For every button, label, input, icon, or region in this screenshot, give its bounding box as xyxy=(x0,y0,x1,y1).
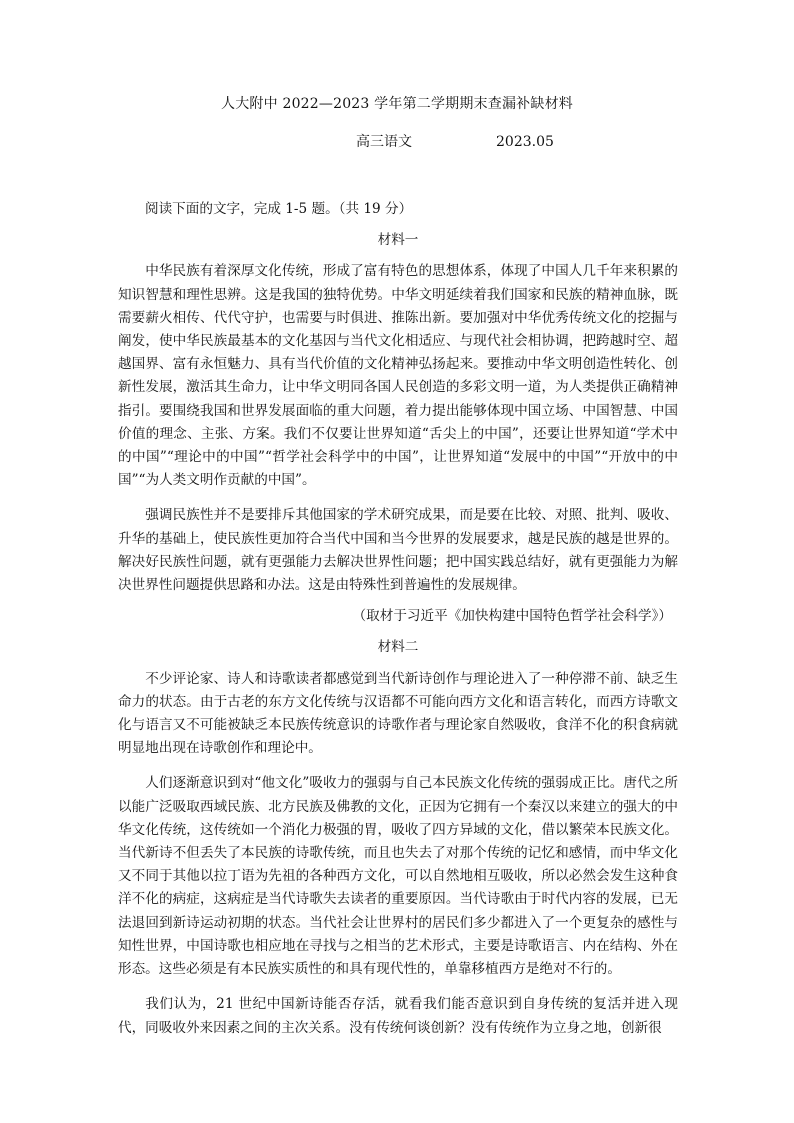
material2-paragraph-1: 不少评论家、诗人和诗歌读者都感觉到当代新诗创作与理论进入了一种停滞不前、缺乏生命力的状态。由于古老的东方文化传统与汉语都不可能向西方文化和语言转化，而西方诗歌文化与语言又不可能被缺乏本民族传统意识的诗歌作者与理论家自然吸收，食洋不化的积食病就明显地出现在诗歌创作和理论中。 xyxy=(118,670,678,757)
reading-instruction: 阅读下面的文字，完成 1-5 题。（共 19 分） xyxy=(145,201,413,217)
document-date: 2023.05 xyxy=(496,134,554,150)
material2-paragraph-2: 人们逐渐意识到对“他文化”吸收力的强弱与自己本民族文化传统的强弱成正比。唐代之所以能广泛吸取西域民族、北方民族及佛教的文化，正因为它拥有一个秦汉以来建立的强大的中华文化传统，这传统如一个消化力极强的胃，吸收了四方异域的文化，借以繁荣本民族文化。当代新诗不但丢失了本民族的诗歌传统，而且也失去了对那个传统的记忆和感情，而中华文化又不同于其他以拉丁语为先祖的各种西方文化，可以自然地相互吸收，所以必然会发生这种食洋不化的病症，这病症是当代诗歌失去读者的重要原因。当代诗歌由于时代内容的发展，已无法退回到新诗运动初期的状态。当代社会让世界村的居民们多少都进入了一个更复杂的感性与知性世界，中国诗歌也相应地在寻找与之相当的艺术形式，主要是诗歌语言、内在结构、外在形态。这些必须是有本民族实质性的和具有现代性的，单靠移植西方是绝对不行的。 xyxy=(118,775,678,978)
document-subtitle xyxy=(356,132,554,152)
material1-paragraph-2: 强调民族性并不是要排斥其他国家的学术研究成果，而是要在比较、对照、批判、吸收、升华的基础上，使民族性更加符合当代中国和当今世界的发展要求，越是民族的越是世界的。解决好民族性问题，就有更强能力去解决世界性问题；把中国实践总结好，就有更强能力为解决世界性问题提供思路和办法。这是由特殊性到普遍性的发展规律。 xyxy=(118,507,678,594)
material2-heading: 材料二 xyxy=(377,639,419,656)
material1-paragraph-1: 中华民族有着深厚文化传统，形成了富有特色的思想体系，体现了中国人几千年来积累的知识智慧和理性思辨。这是我国的独特优势。中华文明延续着我们国家和民族的精神血脉，既需要薪火相传、代代守护，也需要与时俱进、推陈出新。要加强对中华优秀传统文化的挖掘与阐发，使中华民族最基本的文化基因与当代文化相适应、与现代社会相协调，把跨越时空、超越国界、富有永恒魅力、具有当代价值的文化精神弘扬起来。要推动中华文明创造性转化、创新性发展，激活其生命力，让中华文明同各国人民创造的多彩文明一道，为人类提供正确精神指引。要围绕我国和世界发展面临的重大问题，着力提出能够体现中国立场、中国智慧、中国价值的理念、主张、方案。我们不仅要让世界知道“舌尖上的中国”，还要让世界知道“学术中的中国”“理论中的中国”“哲学社会科学中的中国”，让世界知道“发展中的中国”“开放中的中国”“为人类文明作贡献的中国”。 xyxy=(118,263,678,489)
material1-source: （取材于习近平《加快构建中国特色哲学社会科学》） xyxy=(352,608,672,625)
subject-label: 高三语文 xyxy=(356,134,412,150)
material1-heading: 材料一 xyxy=(377,232,419,249)
document-body xyxy=(118,198,678,1048)
document-title: 人大附中 2022—2023 学年第二学期期末查漏补缺材料 xyxy=(221,96,573,112)
material2-paragraph-3: 我们认为，21 世纪中国新诗能否存活，就看我们能否意识到自身传统的复活并进入现代，同吸收外来因素之间的主次关系。没有传统何谈创新？没有传统作为立身之地，创新很 xyxy=(118,996,678,1036)
